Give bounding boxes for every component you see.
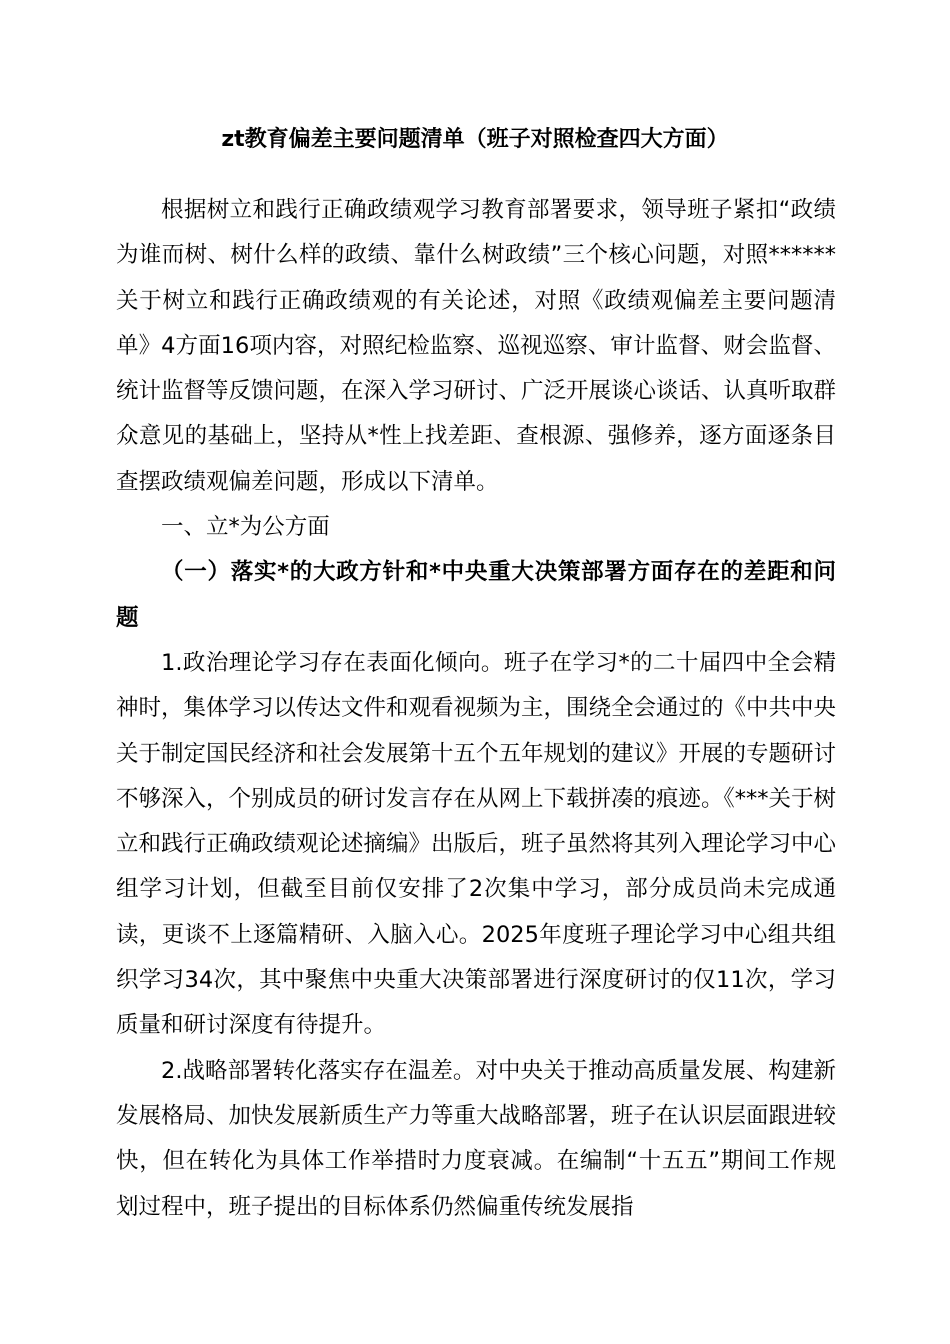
document-title: zt教育偏差主要问题清单（班子对照检查四大方面）	[221, 127, 729, 152]
subsection-heading: （一）落实*的大政方针和*中央重大决策部署方面存在的差距和问题	[116, 559, 836, 631]
item-1-paragraph: 1.政治理论学习存在表面化倾向。班子在学习*的二十届四中全会精神时，集体学习以传达文件和观看视频为主，围绕全会通过的《中共中央关于制定国民经济和社会发展第十五个五年规划的建议》开展的专题研讨不够深入，个别成员的研讨发言存在从网上下载拼凑的痕迹。《***关于树立和践行正确政绩观论述摘编》出版后，班子虽然将其列入理论学习中心组学习计划，但截至目前仅安排了2次集中学习，部分成员尚未完成通读，更谈不上逐篇精研、入脑入心。2025年度班子理论学习中心组共组织学习34次，其中聚焦中央重大决策部署进行深度研讨的仅11次，学习质量和研讨深度有待提升。	[116, 649, 837, 1039]
document-body	[116, 188, 836, 1230]
section-heading: 一、立*为公方面	[161, 514, 330, 541]
item-2-paragraph: 2.战略部署转化落实存在温差。对中央关于推动高质量发展、构建新发展格局、加快发展新质生产力等重大战略部署，班子在认识层面跟进较快，但在转化为具体工作举措时力度衰减。在编制“十五五”期间工作规划过程中，班子提出的目标体系仍然偏重传统发展指	[116, 1057, 837, 1220]
intro-paragraph: 根据树立和践行正确政绩观学习教育部署要求，领导班子紧扣“政绩为谁而树、树什么样的政绩、靠什么树政绩”三个核心问题，对照******关于树立和践行正确政绩观的有关论述，对照《政绩观偏差主要问题清单》4方面16项内容，对照纪检监察、巡视巡察、审计监督、财会监督、统计监督等反馈问题，在深入学习研讨、广泛开展谈心谈话、认真听取群众意见的基础上，坚持从*性上找差距、查根源、强修养，逐方面逐条目查摆政绩观偏差问题，形成以下清单。	[116, 197, 837, 495]
